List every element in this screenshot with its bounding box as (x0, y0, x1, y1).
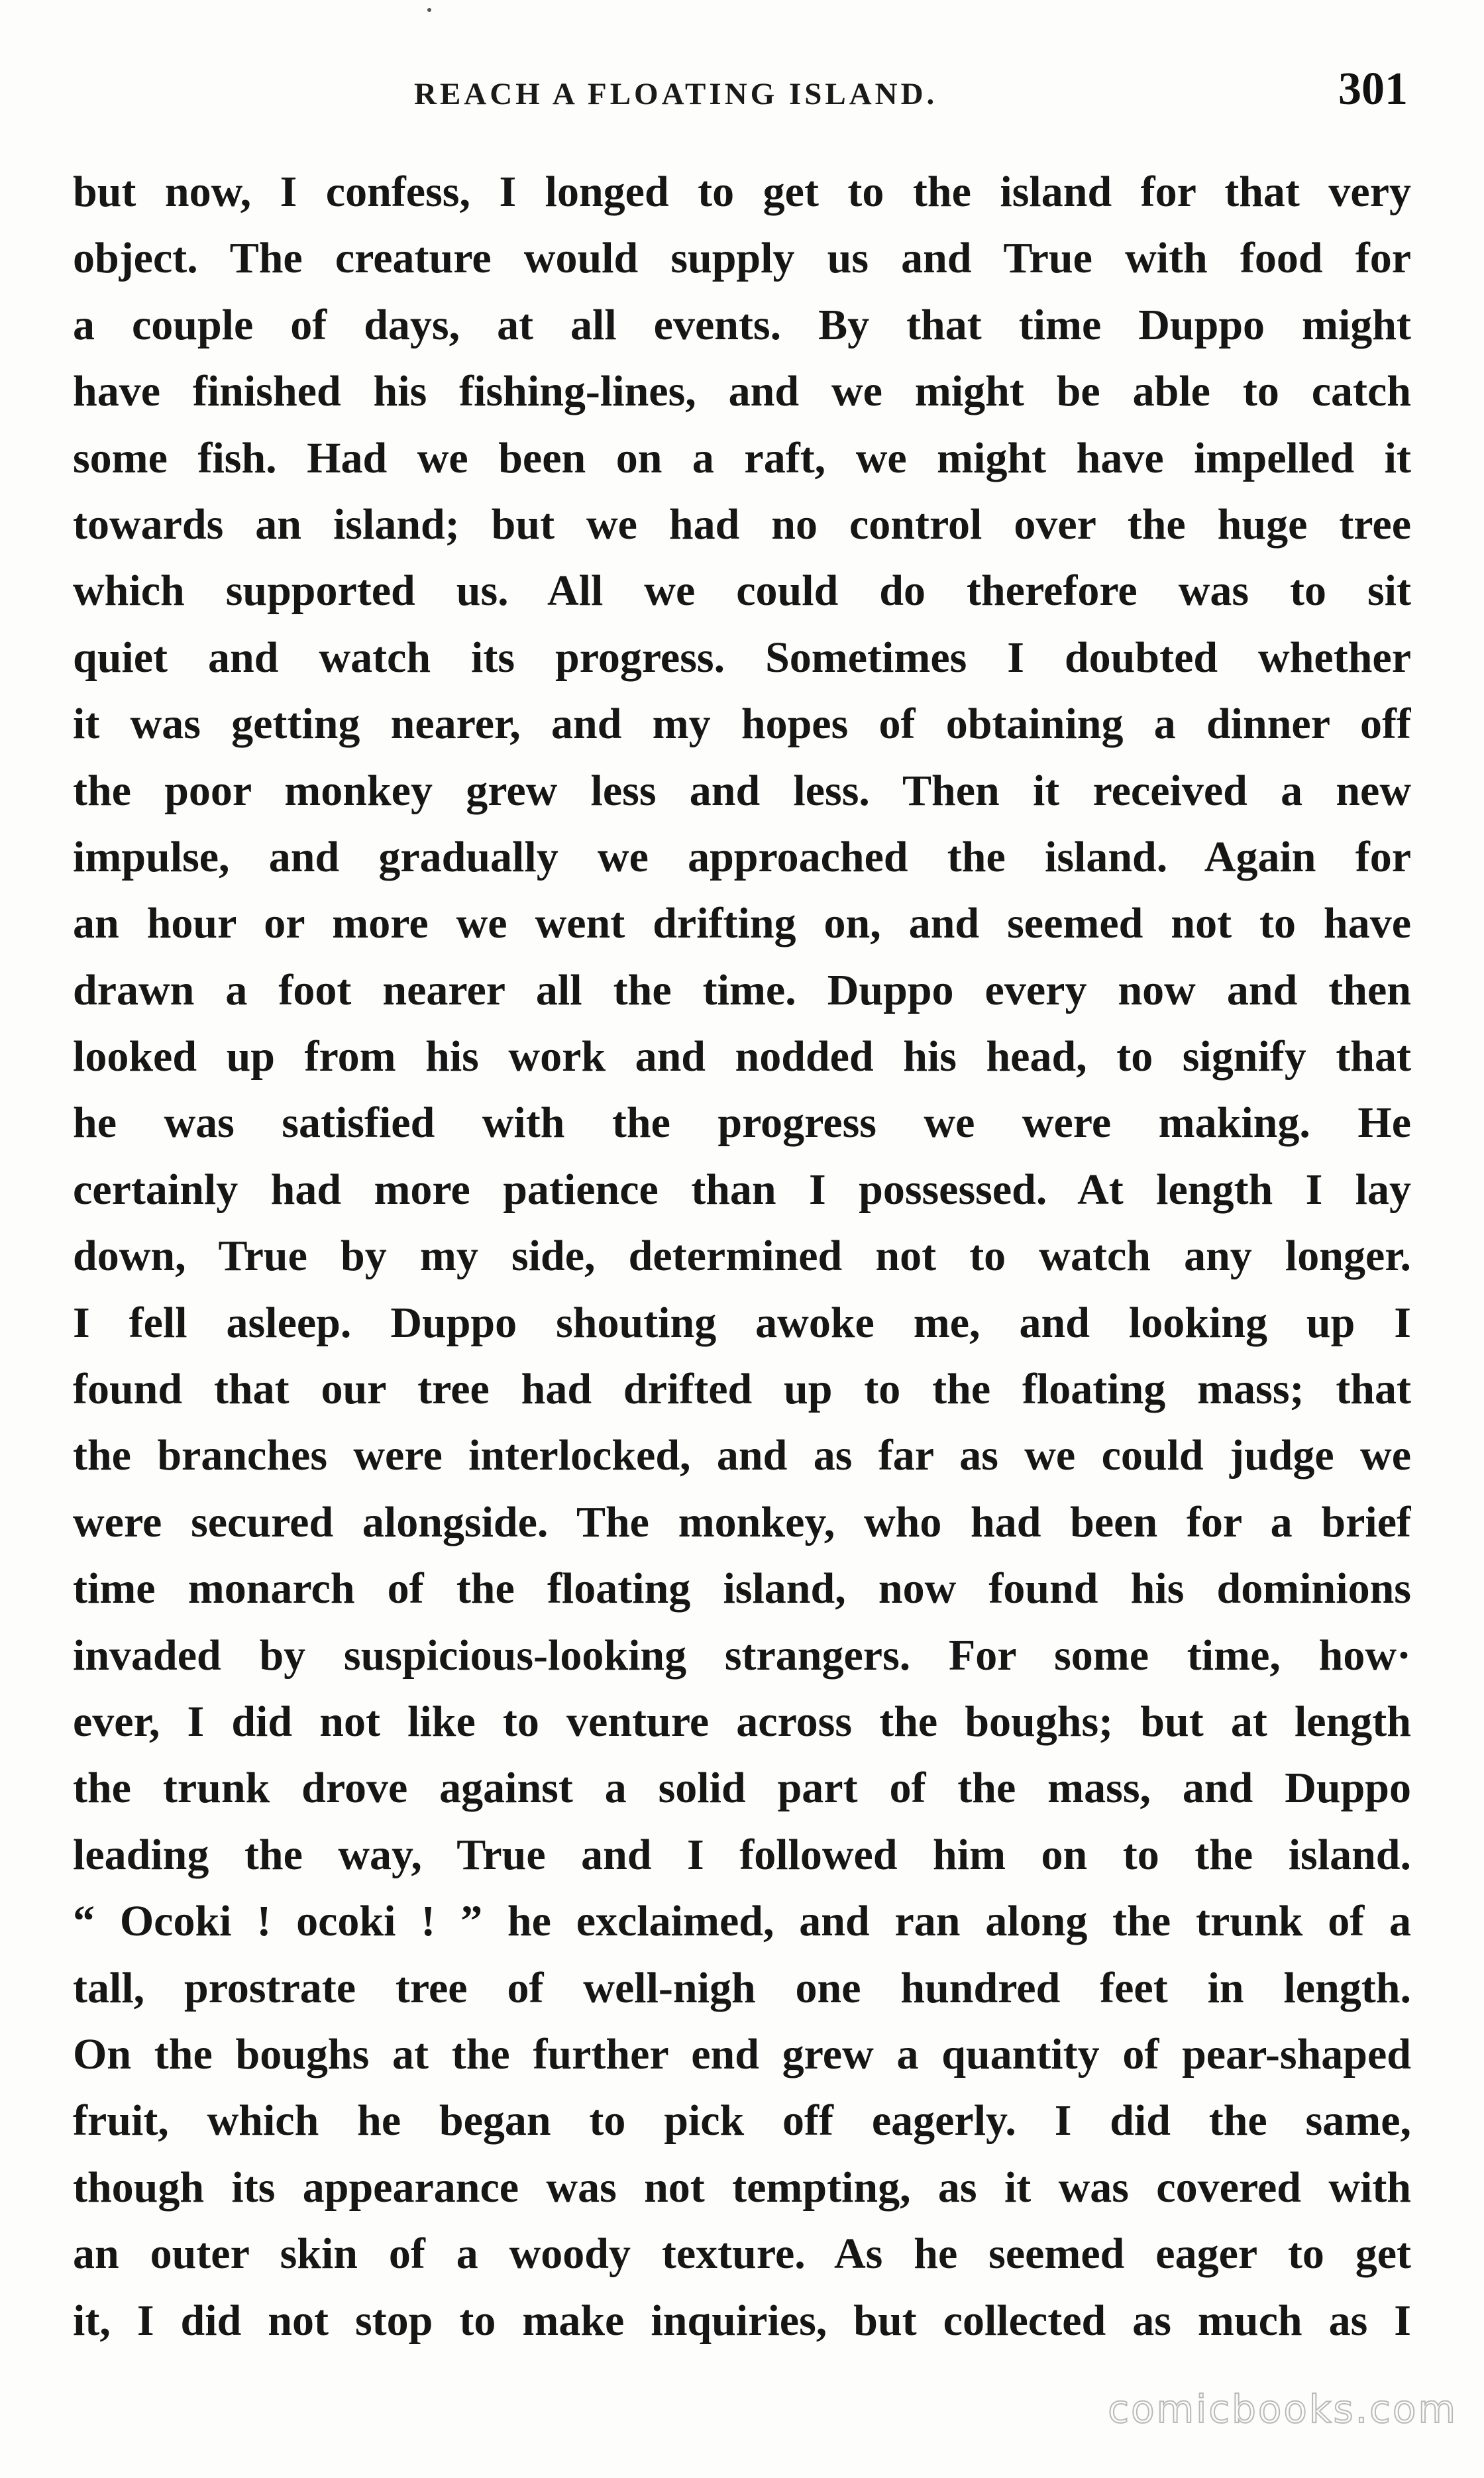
text-line: fruit, which he began to pick off eagerly. I did the same, (73, 2096, 1411, 2145)
text-line: have finished his fishing-lines, and we might be able to catch (73, 367, 1411, 416)
text-line: time monarch of the floating island, now found his dominions (73, 1564, 1411, 1613)
page-number: 301 (1338, 64, 1408, 115)
text-line: an outer skin of a woody texture. As he seemed eager to get (73, 2230, 1411, 2279)
text-line: tall, prostrate tree of well-nigh one hundred feet in length. (73, 1963, 1411, 2012)
text-line: which supported us. All we could do therefore was to sit (73, 566, 1411, 616)
text-line: the branches were interlocked, and as far as we could judge we (73, 1431, 1411, 1480)
text-line: were secured alongside. The monkey, who had been for a brief (73, 1497, 1411, 1546)
text-line: I fell asleep. Duppo shouting awoke me, and looking up I (73, 1298, 1411, 1347)
text-line: an hour or more we went drifting on, and seemed not to have (73, 899, 1411, 948)
running-title: REACH A FLOATING ISLAND. (414, 77, 938, 111)
text-line: though its appearance was not tempting, as it was covered with (73, 2163, 1411, 2212)
text-line: ever, I did not like to venture across the boughs; but at length (73, 1697, 1411, 1746)
text-line: some fish. Had we been on a raft, we might have impelled it (73, 433, 1411, 482)
text-line: certainly had more patience than I possessed. At length I lay (73, 1165, 1411, 1214)
text-line: a couple of days, at all events. By that time Duppo might (73, 300, 1411, 349)
ink-speck (427, 8, 431, 12)
text-line: impulse, and gradually we approached the island. Again for (73, 832, 1411, 881)
text-line: found that our tree had drifted up to the floating mass; that (73, 1365, 1411, 1414)
running-header (0, 63, 1484, 123)
watermark: comicbooks.com (1108, 2387, 1458, 2432)
text-line: it, I did not stop to make inquiries, but collected as much as I (73, 2296, 1411, 2345)
text-line: invaded by suspicious-looking strangers. For some time, how· (73, 1631, 1411, 1680)
text-line: he was satisfied with the progress we were making. He (73, 1099, 1411, 1148)
text-line: towards an island; but we had no control over the huge tree (73, 500, 1411, 549)
text-line: but now, I confess, I longed to get to the island for that very (73, 168, 1411, 216)
text-line: On the boughs at the further end grew a quantity of pear-shaped (73, 2029, 1411, 2078)
text-line: drawn a foot nearer all the time. Duppo every now and then (73, 965, 1411, 1014)
text-line: the trunk drove against a solid part of the mass, and Duppo (73, 1764, 1411, 1813)
text-line: the poor monkey grew less and less. Then it received a new (73, 766, 1411, 815)
text-line: quiet and watch its progress. Sometimes I doubted whether (73, 633, 1411, 682)
body-text (73, 159, 1411, 2354)
text-line: looked up from his work and nodded his head, to signify that (73, 1032, 1411, 1081)
text-line: it was getting nearer, and my hopes of obtaining a dinner off (73, 700, 1411, 749)
text-line: down, True by my side, determined not to watch any longer. (73, 1232, 1411, 1281)
text-line: “ Ocoki ! ocoki ! ” he exclaimed, and ran along the trunk of a (73, 1897, 1411, 1946)
text-line: leading the way, True and I followed him on to the island. (73, 1830, 1411, 1879)
text-line: object. The creature would supply us and True with food for (73, 234, 1411, 283)
